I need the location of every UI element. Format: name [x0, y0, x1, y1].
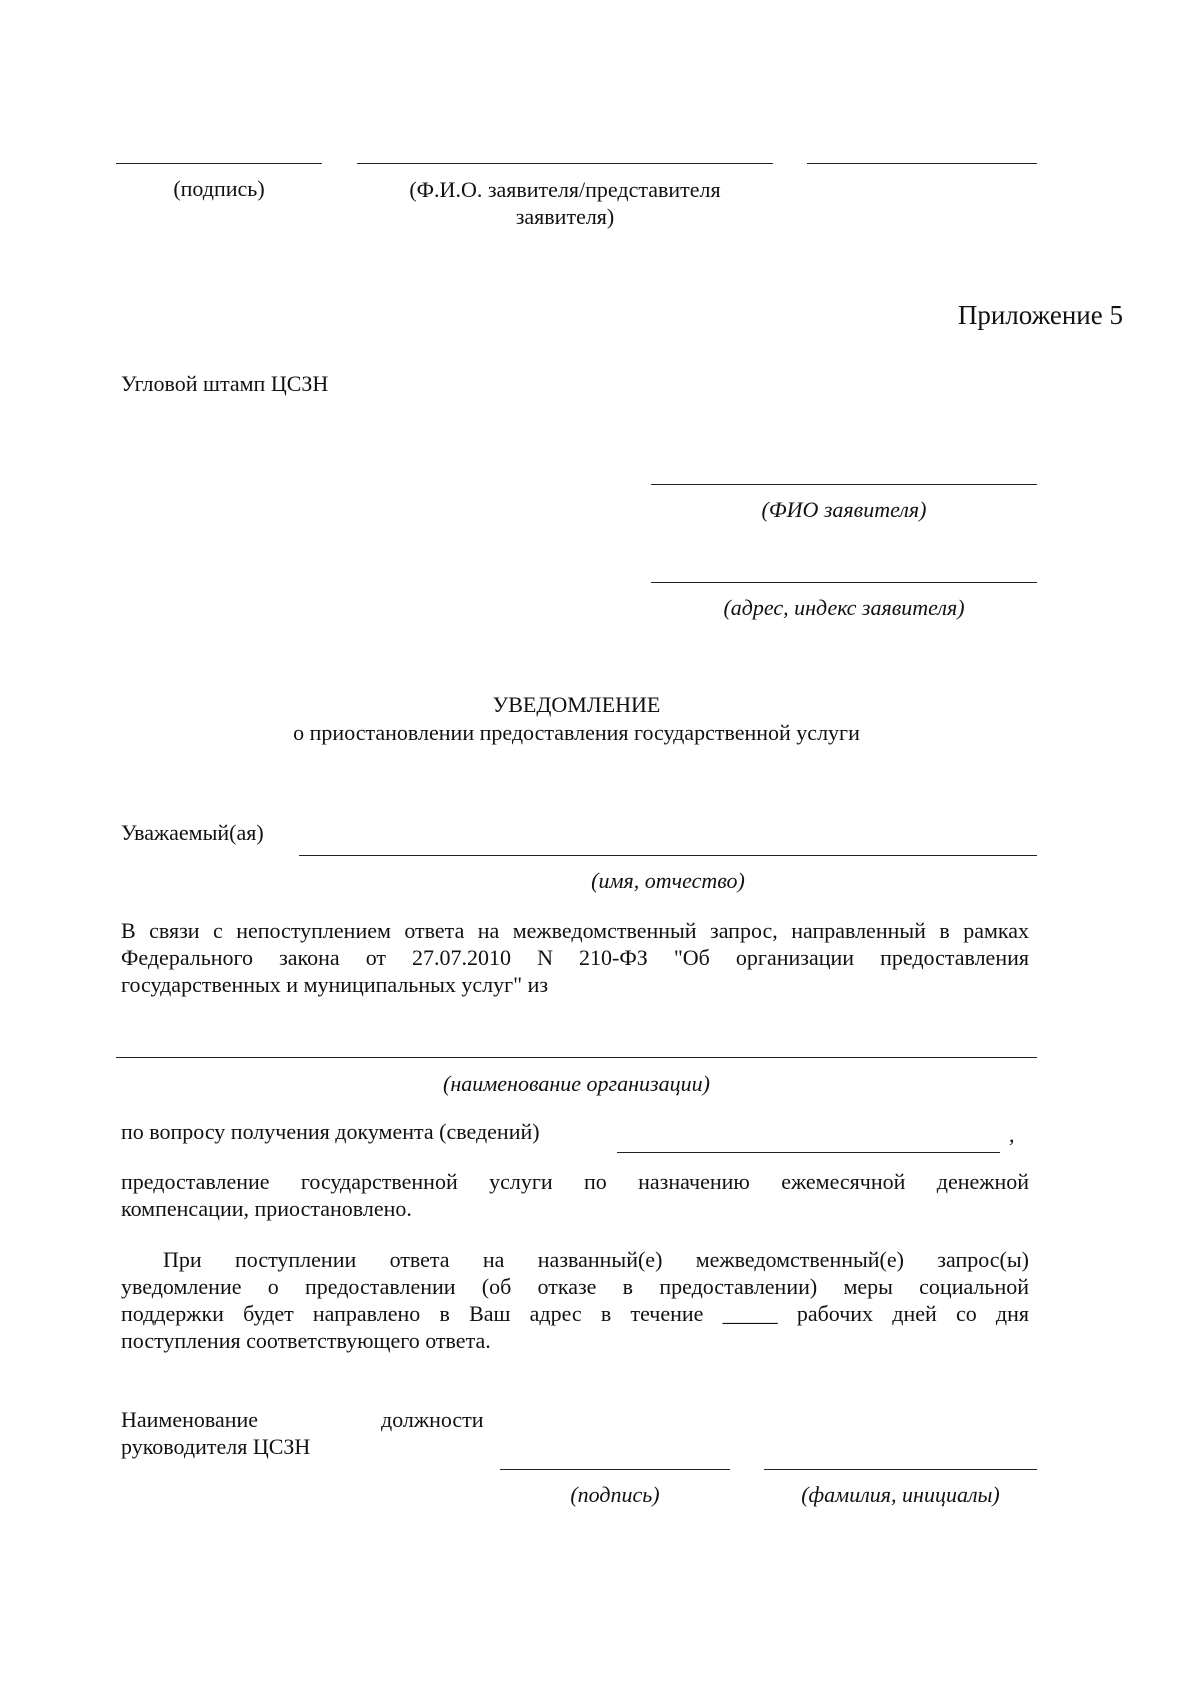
- recipient-address-caption: (адрес, индекс заявителя): [723, 595, 965, 620]
- top-name-caption: [357, 176, 773, 230]
- corner-stamp-label: Угловой штамп ЦСЗН: [121, 371, 329, 396]
- top-signature-caption: (подпись): [173, 176, 265, 201]
- recipient-name-line: [651, 484, 1037, 485]
- paragraph-1-line2: Федерального закона от 27.07.2010 N 210-ФЗ "Об организации предоставления: [121, 945, 1029, 970]
- document-question-text: по вопросу получения документа (сведений): [121, 1119, 540, 1144]
- top-name-caption-line2: заявителя): [515, 204, 615, 229]
- paragraph-1-line1: В связи с непоступлением ответа на межведомственный запрос, направленный в рамках: [121, 918, 1029, 943]
- organization-line: [116, 1057, 1037, 1058]
- greeting-caption: (имя, отчество): [591, 868, 745, 893]
- greeting-text: Уважаемый(ая): [121, 820, 264, 845]
- paragraph-3-line1: При поступлении ответа на названный(е) межведомственный(е) запрос(ы): [163, 1247, 1029, 1272]
- recipient-name-caption: (ФИО заявителя): [761, 497, 927, 522]
- position-line-2: руководителя ЦСЗН: [121, 1434, 311, 1459]
- position-word-2: должности: [381, 1407, 484, 1432]
- paragraph-1: [121, 917, 1029, 971]
- notice-subheading: о приостановлении предоставления государственной услуги: [293, 720, 860, 745]
- top-date-line: [807, 163, 1037, 164]
- paragraph-3-line3: поддержки будет направлено в Ваш адрес в течение _____ рабочих дней со дня: [121, 1301, 1029, 1326]
- director-initials-caption: (фамилия, инициалы): [801, 1482, 1000, 1507]
- top-signature-line: [116, 163, 322, 164]
- paragraph-3-line2: уведомление о предоставлении (об отказе в предоставлении) меры социальной: [121, 1274, 1029, 1299]
- paragraph-3-line4: поступления соответствующего ответа.: [121, 1328, 491, 1353]
- director-signature-line: [500, 1469, 730, 1470]
- paragraph-1-line3: государственных и муниципальных услуг" из: [121, 972, 549, 997]
- top-name-line: [357, 163, 773, 164]
- document-line: [617, 1152, 1000, 1153]
- notice-heading: УВЕДОМЛЕНИЕ: [492, 692, 661, 717]
- recipient-address-line: [651, 582, 1037, 583]
- paragraph-2-line1: предоставление государственной услуги по назначению ежемесячной денежной: [121, 1169, 1029, 1194]
- director-name-line: [764, 1469, 1037, 1470]
- document-comma: ,: [1009, 1122, 1015, 1147]
- paragraph-3-body: [121, 1273, 1029, 1327]
- director-signature-caption: (подпись): [570, 1482, 660, 1507]
- greeting-name-line: [299, 855, 1037, 856]
- appendix-label: Приложение 5: [957, 300, 1123, 330]
- position-word-1: Наименование: [121, 1407, 259, 1432]
- organization-caption: (наименование организации): [443, 1071, 710, 1096]
- top-name-caption-line1: (Ф.И.О. заявителя/представителя: [409, 177, 721, 202]
- paragraph-2-line2: компенсации, приостановлено.: [121, 1196, 412, 1221]
